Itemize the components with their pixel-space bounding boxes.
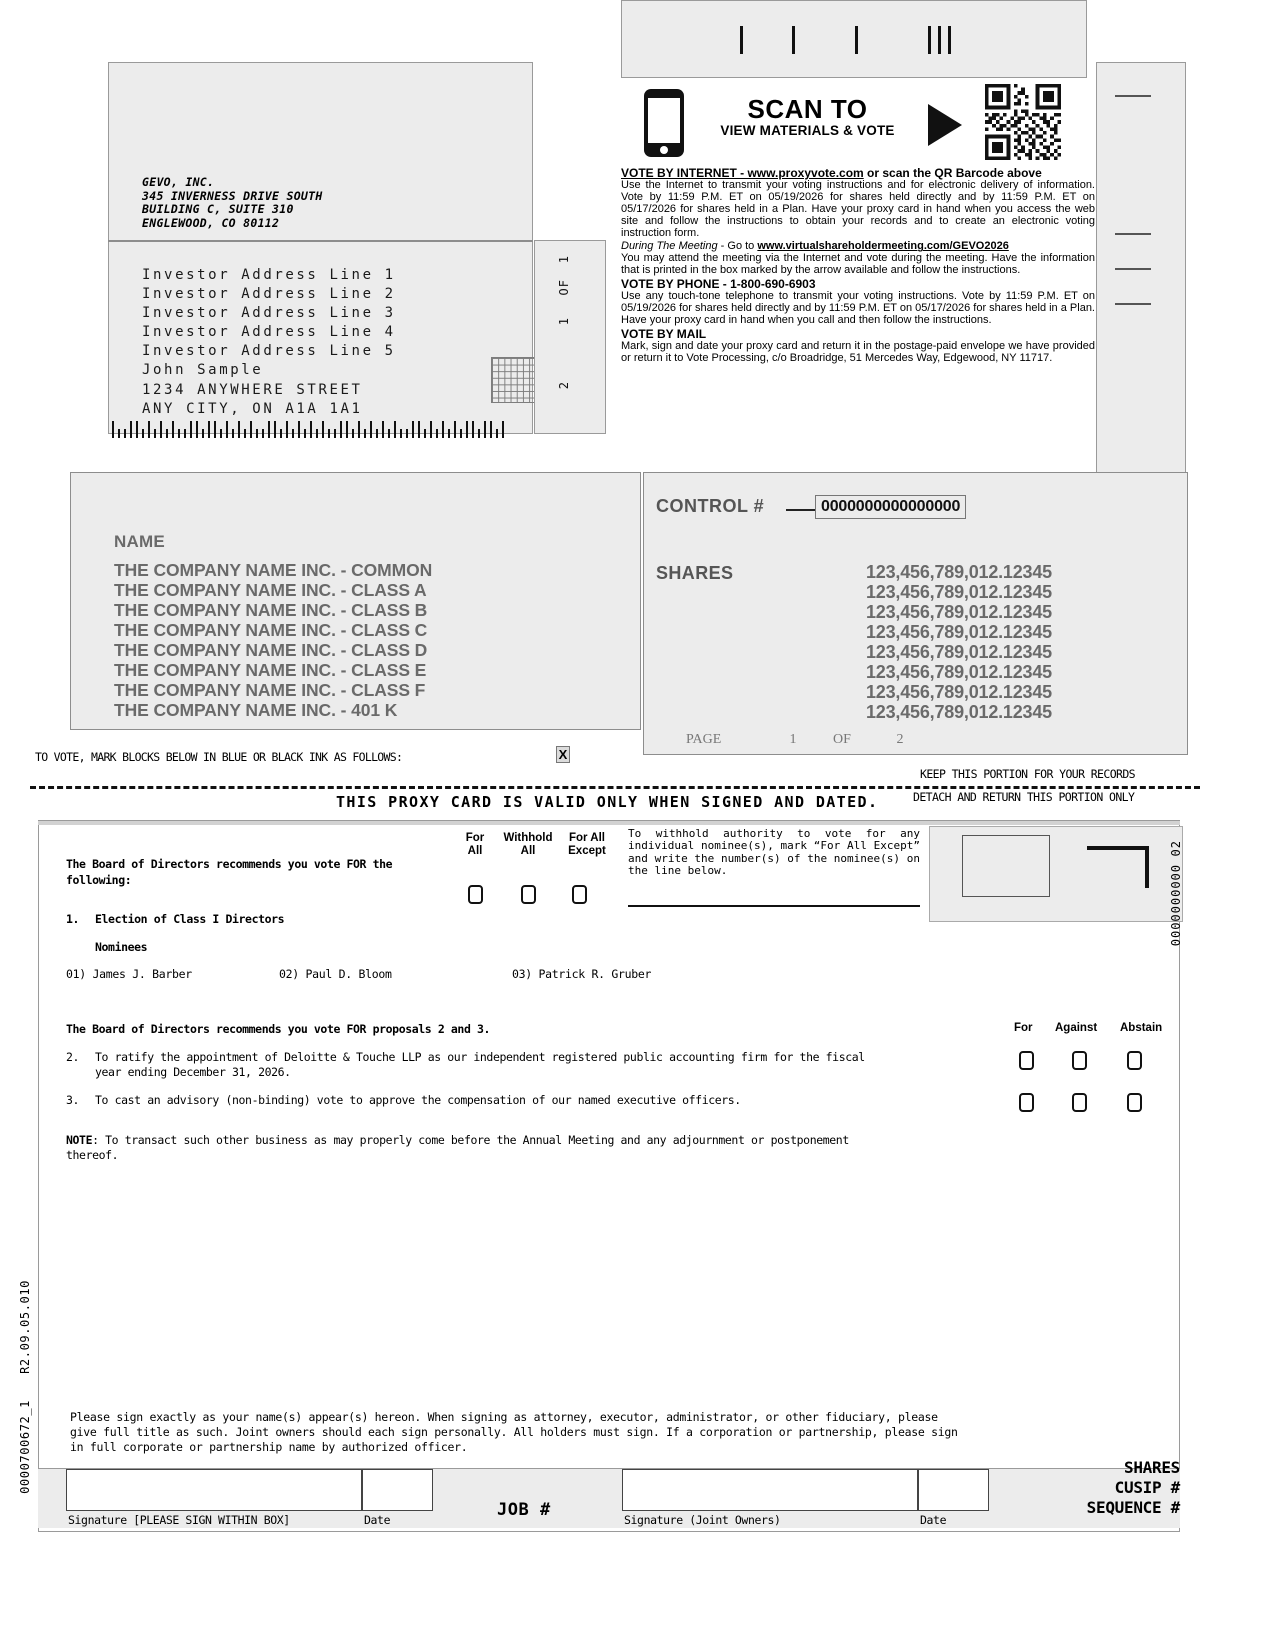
item1-text: Election of Class I Directors	[95, 912, 285, 926]
left-code-top: R2.09.05.010	[18, 1280, 32, 1374]
proxy-valid-notice: THIS PROXY CARD IS VALID ONLY WHEN SIGNED AND DATED.	[336, 793, 879, 811]
vote-instructions	[621, 168, 1095, 367]
nominee-2: 02) Paul D. Bloom	[279, 967, 392, 981]
proxyvote-link[interactable]: VOTE BY INTERNET - www.proxyvote.com	[621, 166, 864, 180]
nominee-exception-write-line[interactable]	[628, 905, 920, 907]
left-code-bottom: 0000700672_1	[18, 1399, 32, 1494]
company-line: ENGLEWOOD, CO 80112	[142, 215, 280, 230]
shares-row: 123,456,789,012.12345	[866, 662, 1052, 682]
company-address-block	[142, 176, 323, 230]
shares-row: 123,456,789,012.12345	[866, 682, 1052, 702]
barcode-svg	[730, 26, 970, 54]
vote-by-phone-heading: VOTE BY PHONE - 1-800-690-6903	[621, 277, 816, 292]
control-number-value: 0000000000000000	[815, 495, 966, 519]
address-divider	[108, 240, 533, 242]
holding-name-row: THE COMPANY NAME INC. - CLASS F	[114, 680, 426, 700]
play-arrow-icon	[928, 104, 962, 146]
vote-by-internet-heading: VOTE BY INTERNET - www.proxyvote.com or scan the QR Barcode above	[621, 166, 1042, 180]
date-label-1: Date	[364, 1513, 391, 1527]
holding-name-row: THE COMPANY NAME INC. - 401 K	[114, 700, 398, 720]
signature-label-2: Signature (Joint Owners)	[624, 1513, 781, 1527]
left-margin-codes	[18, 1280, 32, 1494]
tail-shares: SHARES	[1124, 1458, 1180, 1477]
item3-number: 3.	[66, 1093, 80, 1107]
signature-field-2[interactable]	[622, 1469, 918, 1511]
nominee-3: 03) Patrick R. Gruber	[512, 967, 652, 981]
holding-name-row: THE COMPANY NAME INC. - CLASS C	[114, 620, 428, 640]
shares-row: 123,456,789,012.12345	[866, 562, 1052, 582]
board-recommendation-2: The Board of Directors recommends you vote FOR proposals 2 and 3.	[66, 1022, 491, 1036]
col-for-all-except-line2: Except	[568, 845, 606, 857]
tail-cusip: CUSIP #	[1114, 1478, 1180, 1497]
page-of: OF	[833, 732, 851, 747]
during-meeting-body: You may attend the meeting via the Internet and vote during the meeting. Have the information that is printed in the box marked by the arrow available and follow the instructions.	[621, 252, 1095, 277]
item3-text: To cast an advisory (non-binding) vote to approve the compensation of our named executive officers.	[95, 1093, 741, 1107]
vote-by-mail-body: Mark, sign and date your proxy card and return it in the postage-paid envelope we have provided or return it to Vote Processing, c/o Broadridge, 51 Mercedes Way, Edgewood, NY 11717.	[621, 339, 1095, 364]
during-meeting-heading: During The Meeting - Go to www.virtualshareholdermeeting.com/GEVO2026	[621, 240, 1009, 253]
col-against: Against	[1055, 1022, 1098, 1034]
vote-by-mail-block	[621, 326, 1095, 365]
checkbox-item3-for[interactable]	[1019, 1093, 1034, 1112]
date-field-1[interactable]	[362, 1469, 433, 1511]
ballot-note	[66, 1133, 856, 1162]
postnet-svg	[112, 421, 512, 438]
shares-row: 123,456,789,012.12345	[866, 582, 1052, 602]
page-label: PAGE	[686, 732, 722, 747]
investor-line: Investor Address Line 3	[142, 305, 396, 322]
note-label: NOTE	[66, 1133, 93, 1147]
tail-codes	[1030, 1458, 1180, 1518]
perforation-line	[30, 786, 1200, 789]
postnet-barcode	[112, 421, 512, 438]
scan-subtitle: VIEW MATERIALS & VOTE	[720, 123, 895, 138]
checkbox-for-all[interactable]	[468, 885, 483, 904]
ballot-scan-inner-box	[962, 835, 1050, 897]
nominees-header: Nominees	[95, 940, 148, 954]
holding-name-row: THE COMPANY NAME INC. - COMMON	[114, 560, 433, 580]
mark-blocks-instruction: TO VOTE, MARK BLOCKS BELOW IN BLUE OR BLACK INK AS FOLLOWS:	[35, 750, 403, 764]
scan-title: SCAN TO	[747, 94, 868, 124]
grid-mark-icon	[491, 357, 535, 403]
note-text: : To transact such other business as may properly come before the Annual Meeting and any adjournment or postponement thereof.	[66, 1133, 849, 1162]
scan-banner-text	[700, 95, 915, 139]
during-meeting-block	[621, 241, 1095, 277]
signature-field-1[interactable]	[66, 1469, 362, 1511]
investor-line: 1234 ANYWHERE STREET	[142, 381, 363, 398]
col-abstain: Abstain	[1120, 1022, 1163, 1034]
checkbox-item3-against[interactable]	[1072, 1093, 1087, 1112]
page-total: 2	[896, 732, 904, 747]
item1-number: 1.	[66, 912, 80, 926]
shares-label: SHARES	[656, 563, 734, 583]
ballot-side-code	[1169, 840, 1183, 947]
investor-line: ANY CITY, ON A1A 1A1	[142, 400, 363, 417]
sliver-of: OF	[557, 279, 571, 296]
company-line: BUILDING C, SUITE 310	[142, 202, 294, 216]
right-margin-tab	[1096, 62, 1186, 474]
detach-portion-text: DETACH AND RETURN THIS PORTION ONLY	[913, 790, 1135, 804]
checkbox-withhold-all[interactable]	[521, 885, 536, 904]
side-code-a: 02	[1169, 840, 1183, 857]
top-barcode-lines	[730, 26, 970, 54]
col-for: For	[1014, 1022, 1033, 1034]
col-withhold-line2: All	[520, 845, 536, 857]
col-for-all-line1: For	[465, 832, 485, 844]
investor-line: John Sample	[142, 362, 264, 379]
shares-row: 123,456,789,012.12345	[866, 622, 1052, 642]
holding-name-row: THE COMPANY NAME INC. - CLASS D	[114, 640, 428, 660]
checkbox-item2-against[interactable]	[1072, 1051, 1087, 1070]
name-column-header: NAME	[114, 532, 165, 551]
signature-instructions: Please sign exactly as your name(s) appear(s) hereon. When signing as attorney, executor, administrator, or other fiduciary, please give full title as such. Joint owners should each sign personally. All holders must sign. If a corporation or partnership, please sign in full corporate or partnership name by authorized officer.	[70, 1410, 958, 1454]
shares-row: 123,456,789,012.12345	[866, 602, 1052, 622]
keep-portion-text: KEEP THIS PORTION FOR YOUR RECORDS	[920, 767, 1136, 781]
col-for-all-except-line1: For All	[569, 832, 605, 844]
item2-text: To ratify the appointment of Deloitte & Touche LLP as our independent registered public accounting firm for the fiscal year ending December 31, 2026.	[95, 1050, 865, 1079]
page-indicator	[686, 732, 904, 748]
holdings-name-list	[114, 560, 432, 720]
signature-label-1: Signature [PLEASE SIGN WITHIN BOX]	[68, 1513, 290, 1527]
virtual-meeting-link[interactable]: www.virtualshareholdermeeting.com/GEVO2026	[757, 240, 1009, 253]
tail-sequence: SEQUENCE #	[1086, 1498, 1180, 1517]
ballot-top-rule	[38, 821, 1180, 825]
investor-address-block	[142, 266, 396, 419]
shares-list	[866, 562, 1052, 722]
vote-by-internet-body: Use the Internet to transmit your voting instructions and for electronic delivery of information. Vote by 11:59 P.M. ET on 05/19/2026 for shares held directly and by 11:59 P.M. ET on 05/17/2026 for shares held in a Plan. Have your proxy card in hand when you access the web site and follow the instructions to obtain your records and to create an electronic voting instruction form.	[621, 178, 1095, 239]
date-label-2: Date	[920, 1513, 947, 1527]
smartphone-icon	[643, 88, 685, 158]
side-code-b: 0000000000	[1169, 864, 1183, 947]
control-number-label: CONTROL #	[656, 496, 765, 516]
col-withhold-line1: Withhold	[503, 832, 553, 844]
job-number-label: JOB #	[497, 1500, 551, 1520]
nominee-1: 01) James J. Barber	[66, 967, 192, 981]
checkbox-item3-abstain[interactable]	[1127, 1093, 1142, 1112]
corner-register-mark	[1085, 846, 1149, 890]
company-line: GEVO, INC.	[142, 175, 215, 189]
sliver-page: 1	[557, 255, 571, 264]
item2-number: 2.	[66, 1050, 80, 1064]
checkbox-for-all-except[interactable]	[572, 885, 587, 904]
page-current: 1	[789, 732, 797, 747]
company-line: 345 INVERNESS DRIVE SOUTH	[142, 188, 323, 203]
holding-name-row: THE COMPANY NAME INC. - CLASS E	[114, 660, 427, 680]
vote-by-phone-body: Use any touch-tone telephone to transmit your voting instructions. Vote by 11:59 P.M. ET on 05/19/2026 for shares held directly and by 11:59 P.M. ET on 05/17/2026 for shares held in a Plan. Have your proxy card in hand when you call and then follow the instructions.	[621, 290, 1095, 326]
date-field-2[interactable]	[918, 1469, 989, 1511]
qr-code-icon	[985, 84, 1061, 160]
sliver-page2: 1	[557, 317, 571, 326]
board-recommendation-1: The Board of Directors recommends you vote FOR the following:	[66, 857, 393, 887]
investor-line: Investor Address Line 1	[142, 267, 396, 283]
vote-by-phone-block	[621, 279, 1095, 327]
checkbox-item2-abstain[interactable]	[1127, 1051, 1142, 1070]
shares-row: 123,456,789,012.12345	[866, 702, 1052, 722]
vote-by-mail-heading: VOTE BY MAIL	[621, 326, 707, 341]
shares-row: 123,456,789,012.12345	[866, 642, 1052, 662]
holding-name-row: THE COMPANY NAME INC. - CLASS A	[114, 580, 427, 600]
holding-name-row: THE COMPANY NAME INC. - CLASS B	[114, 600, 428, 620]
vote-by-internet-block	[621, 168, 1095, 239]
checkbox-item2-for[interactable]	[1019, 1051, 1034, 1070]
col-for-all-line2: All	[467, 845, 483, 857]
investor-line: Investor Address Line 5	[142, 343, 396, 360]
investor-line: Investor Address Line 4	[142, 324, 396, 341]
withhold-authority-note: To withhold authority to vote for any individual nominee(s), mark “For All Except” and write the number(s) of the nominee(s) on the line below.	[628, 827, 920, 878]
page-count-sliver	[534, 240, 606, 434]
x-mark-example-box: X	[556, 746, 570, 763]
sliver-total: 2	[557, 381, 571, 390]
investor-line: Investor Address Line 2	[142, 286, 396, 303]
